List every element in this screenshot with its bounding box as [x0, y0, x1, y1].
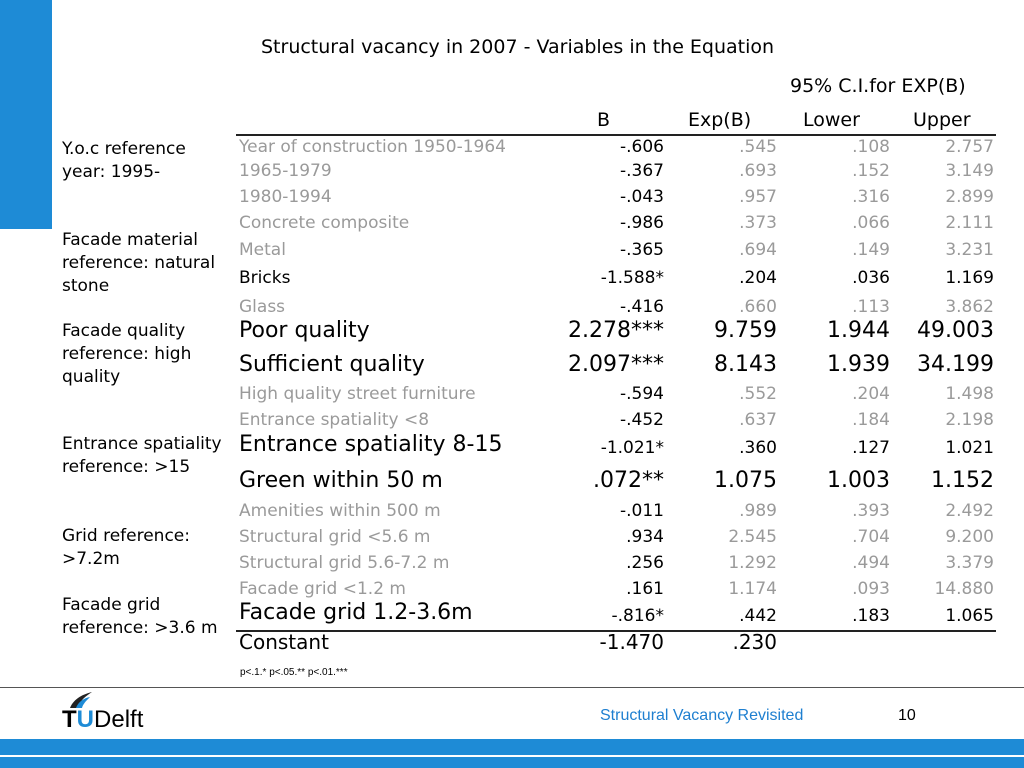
row-lower: .183: [852, 606, 890, 626]
ref-label-facade-material: [62, 229, 215, 298]
row-exp: .230: [732, 630, 777, 654]
row-exp: .660: [739, 297, 777, 317]
row-b: .934: [626, 527, 664, 547]
row-b: -.816*: [611, 606, 664, 626]
row-b: -.367: [620, 161, 664, 181]
row-b: -.606: [620, 137, 664, 157]
row-lower: 1.939: [827, 352, 890, 377]
row-b: .072**: [593, 468, 664, 493]
row-upper: 1.021: [945, 438, 994, 458]
row-lower: 1.003: [827, 468, 890, 493]
row-exp: .545: [739, 137, 777, 157]
row-b: -.365: [620, 240, 664, 260]
row-exp: .957: [739, 187, 777, 207]
accent-bar: [0, 0, 52, 229]
row-name: Entrance spatiality <8: [239, 410, 430, 430]
row-name: Structural grid 5.6-7.2 m: [239, 553, 450, 573]
row-name: Green within 50 m: [239, 468, 443, 493]
footer-band-line: [0, 755, 1024, 757]
ref-line: Facade grid: [62, 595, 161, 615]
row-exp: .373: [739, 213, 777, 233]
slide-title: Structural vacancy in 2007 - Variables in the Equation: [261, 36, 775, 58]
ref-label-facade-quality: [62, 320, 191, 389]
row-lower: .149: [852, 240, 890, 260]
row-upper: 3.231: [945, 240, 994, 260]
ref-label-yoc: [62, 138, 186, 184]
row-upper: 1.065: [945, 606, 994, 626]
row-name: Facade grid <1.2 m: [239, 579, 406, 599]
table-top-rule: [236, 134, 996, 136]
ref-line: Facade quality: [62, 321, 186, 341]
ref-line: Grid reference:: [62, 526, 190, 546]
row-name: Metal: [239, 240, 286, 260]
row-exp: .694: [739, 240, 777, 260]
row-name: Structural grid <5.6 m: [239, 527, 431, 547]
row-lower: .204: [852, 384, 890, 404]
logo-t: T: [62, 706, 77, 733]
row-lower: .704: [852, 527, 890, 547]
row-lower: .036: [852, 268, 890, 288]
row-upper: 3.379: [945, 553, 994, 573]
row-upper: 1.152: [931, 468, 994, 493]
ref-line: reference: >15: [62, 457, 191, 477]
row-exp: .360: [739, 438, 777, 458]
footer-band: [0, 739, 1024, 768]
row-b: .161: [626, 579, 664, 599]
row-upper: 49.003: [917, 318, 994, 343]
row-b: -1.588*: [600, 268, 664, 288]
significance-footnote: p<.1.* p<.05.** p<.01.***: [240, 667, 348, 678]
row-upper: 1.498: [945, 384, 994, 404]
row-upper: 3.862: [945, 297, 994, 317]
row-name: 1980-1994: [239, 187, 332, 207]
row-upper: 3.149: [945, 161, 994, 181]
row-upper: 1.169: [945, 268, 994, 288]
ref-label-entrance: [62, 433, 222, 479]
ref-line: Y.o.c reference: [62, 139, 186, 159]
row-lower: .316: [852, 187, 890, 207]
row-name: Bricks: [239, 268, 291, 288]
logo-text: [62, 706, 143, 734]
row-lower: .393: [852, 501, 890, 521]
row-name: Year of construction 1950-1964: [239, 137, 506, 157]
row-name: Glass: [239, 297, 286, 317]
row-name: Concrete composite: [239, 213, 410, 233]
row-exp: .442: [739, 606, 777, 626]
row-lower: .108: [852, 137, 890, 157]
row-lower: .152: [852, 161, 890, 181]
footer-caption: Structural Vacancy Revisited: [600, 707, 804, 724]
row-upper: 34.199: [917, 352, 994, 377]
row-name: Facade grid 1.2-3.6m: [239, 600, 473, 625]
row-b: -.043: [620, 187, 664, 207]
ref-line: reference: high: [62, 344, 192, 364]
row-b: -1.470: [599, 630, 664, 654]
row-upper: 9.200: [945, 527, 994, 547]
row-lower: .093: [852, 579, 890, 599]
row-upper: 2.757: [945, 137, 994, 157]
footer-divider: [0, 687, 1024, 688]
row-lower: .494: [852, 553, 890, 573]
row-b: 2.097***: [568, 352, 664, 377]
col-header-b: B: [597, 109, 611, 131]
row-name: Entrance spatiality 8-15: [239, 432, 503, 457]
logo-delft: Delft: [94, 706, 144, 733]
ref-line: stone: [62, 276, 110, 296]
page-number: 10: [898, 707, 916, 724]
row-exp: .637: [739, 410, 777, 430]
row-lower: 1.944: [827, 318, 890, 343]
row-exp: .204: [739, 268, 777, 288]
row-exp: 2.545: [728, 527, 777, 547]
col-header-lower: Lower: [803, 109, 860, 131]
col-header-exp: Exp(B): [688, 109, 752, 131]
row-b: -.011: [620, 501, 664, 521]
ref-label-facade-grid: [62, 594, 218, 640]
ref-line: quality: [62, 367, 121, 387]
ref-line: Entrance spatiality: [62, 434, 222, 454]
tudelft-logo: [62, 690, 172, 736]
row-exp: 1.174: [728, 579, 777, 599]
row-exp: .989: [739, 501, 777, 521]
col-header-upper: Upper: [913, 109, 971, 131]
row-exp: .693: [739, 161, 777, 181]
logo-u: U: [76, 706, 95, 733]
ref-line: reference: >3.6 m: [62, 618, 218, 638]
row-exp: 8.143: [714, 352, 777, 377]
row-name: Constant: [239, 630, 329, 654]
row-b: .256: [626, 553, 664, 573]
row-upper: 2.899: [945, 187, 994, 207]
row-b: 2.278***: [568, 318, 664, 343]
ref-label-grid: [62, 525, 190, 571]
row-name: Poor quality: [239, 318, 370, 343]
row-exp: 1.292: [728, 553, 777, 573]
row-exp: 1.075: [714, 468, 777, 493]
row-b: -1.021*: [600, 438, 664, 458]
row-name: Amenities within 500 m: [239, 501, 441, 521]
row-upper: 2.111: [945, 213, 994, 233]
ref-line: Facade material: [62, 230, 199, 250]
row-name: High quality street furniture: [239, 384, 476, 404]
ref-line: year: 1995-: [62, 162, 161, 182]
row-name: 1965-1979: [239, 161, 332, 181]
row-lower: .066: [852, 213, 890, 233]
row-upper: 14.880: [934, 579, 994, 599]
row-upper: 2.198: [945, 410, 994, 430]
row-exp: 9.759: [714, 318, 777, 343]
row-b: -.416: [620, 297, 664, 317]
ref-line: reference: natural: [62, 253, 216, 273]
row-lower: .184: [852, 410, 890, 430]
row-name: Sufficient quality: [239, 352, 425, 377]
ref-line: >7.2m: [62, 549, 120, 569]
row-b: -.594: [620, 384, 664, 404]
row-b: -.986: [620, 213, 664, 233]
row-lower: .113: [852, 297, 890, 317]
ci-header: 95% C.I.for EXP(B): [790, 75, 966, 97]
row-lower: .127: [852, 438, 890, 458]
row-upper: 2.492: [945, 501, 994, 521]
row-b: -.452: [620, 410, 664, 430]
row-exp: .552: [739, 384, 777, 404]
